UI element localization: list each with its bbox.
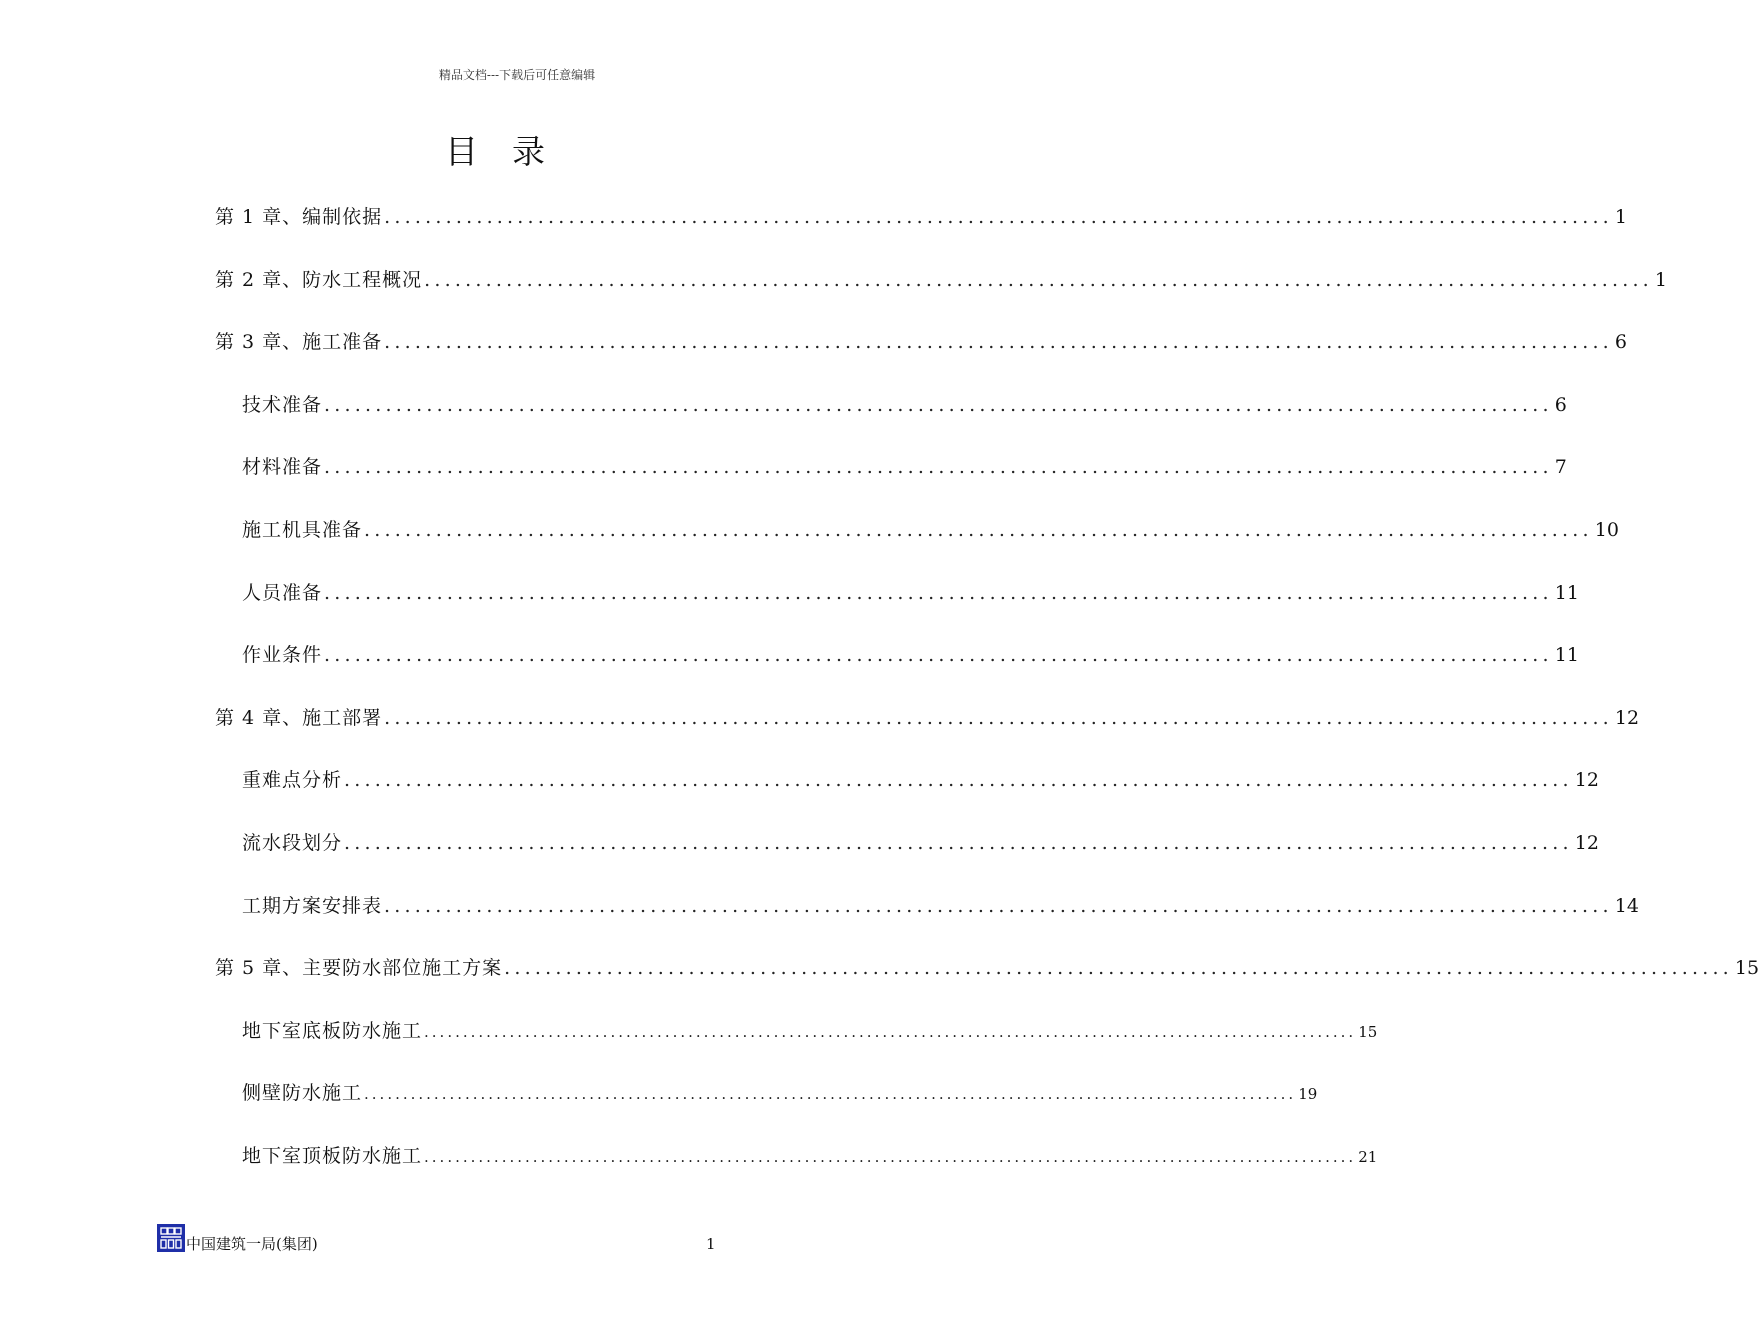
footer-page-number: 1 (706, 1235, 716, 1253)
toc-entry-label: 材料准备 (242, 456, 323, 478)
toc-entry[interactable] (242, 641, 1579, 669)
toc-entry-page: 6 (1554, 394, 1567, 416)
toc-entry-page: 15 (1734, 957, 1759, 979)
toc-entry-page: 15 (1358, 1023, 1378, 1041)
toc-entry[interactable] (215, 328, 1628, 356)
toc-entry-page: 12 (1574, 832, 1599, 854)
header-note: 精品文档---下载后可任意编辑 (438, 68, 596, 82)
toc-entry[interactable] (242, 766, 1599, 794)
toc-entry-page: 10 (1594, 519, 1619, 541)
toc-dot-leader: ........................................................................................................................ (364, 519, 1593, 541)
toc-entry-page: 6 (1614, 331, 1628, 353)
toc-entry-label: 侧壁防水施工 (242, 1082, 363, 1104)
toc-entry[interactable] (215, 704, 1640, 732)
toc-dot-leader: ........................................................................................................................ (344, 832, 1573, 854)
toc-entry-label: 重难点分析 (242, 769, 343, 791)
toc-entry[interactable] (242, 391, 1567, 419)
toc-entry-page: 12 (1614, 707, 1640, 729)
toc-dot-leader: ........................................................................................................................ (424, 269, 1653, 291)
toc-entry[interactable] (242, 1017, 1378, 1045)
toc-entry-label: 地下室底板防水施工 (242, 1020, 423, 1042)
footer-company-name: 中国建筑一局(集团) (186, 1235, 318, 1253)
toc-dot-leader: ........................................................................................................................ (384, 895, 1613, 917)
toc-entry-label: 工期方案安排表 (242, 895, 383, 917)
toc-dot-leader: ........................................................................................................................ (384, 206, 1613, 228)
toc-entry-label: 技术准备 (242, 394, 323, 416)
toc-dot-leader: ........................................................................................................................ (324, 456, 1553, 478)
toc-dot-leader: ........................................................................................................................ (344, 769, 1573, 791)
toc-entry-page: 1 (1614, 206, 1628, 228)
toc-entry-page: 11 (1554, 644, 1579, 666)
toc-entry[interactable] (242, 516, 1619, 544)
toc-entry-label: 施工机具准备 (242, 519, 363, 541)
toc-entry-page: 14 (1614, 895, 1639, 917)
toc-entry-label: 第 4 章、施工部署 (215, 707, 383, 729)
toc-dot-leader: ........................................................................................................................ (384, 331, 1613, 353)
toc-entry[interactable] (215, 203, 1628, 231)
toc-dot-leader: ........................................................................................................................ (424, 1148, 1357, 1166)
toc-entry-page: 12 (1574, 769, 1599, 791)
toc-entry-label: 人员准备 (242, 582, 323, 604)
toc-entry[interactable] (242, 829, 1599, 857)
toc-entry-page: 1 (1654, 269, 1668, 291)
toc-dot-leader: ........................................................................................................................ (424, 1023, 1357, 1041)
toc-entry[interactable] (242, 1142, 1378, 1170)
page-footer (157, 1224, 877, 1254)
company-logo-icon (157, 1224, 185, 1252)
toc-entry-label: 作业条件 (242, 644, 323, 666)
toc-entry-label: 第 5 章、主要防水部位施工方案 (215, 957, 503, 979)
toc-entry-label: 地下室顶板防水施工 (242, 1145, 423, 1167)
toc-entry-page: 7 (1554, 456, 1567, 478)
toc-dot-leader: ........................................................................................................................ (324, 394, 1553, 416)
toc-dot-leader: ........................................................................................................................ (364, 1085, 1297, 1103)
toc-dot-leader: ........................................................................................................................ (324, 582, 1553, 604)
toc-entry-label: 第 3 章、施工准备 (215, 331, 383, 353)
toc-entry[interactable] (215, 954, 1759, 982)
toc-dot-leader: ........................................................................................................................ (324, 644, 1553, 666)
toc-entry-label: 第 1 章、编制依据 (215, 206, 383, 228)
toc-entry-page: 19 (1298, 1085, 1318, 1103)
toc-entry[interactable] (242, 579, 1579, 607)
toc-entry[interactable] (242, 892, 1639, 920)
page-title: 目录 (445, 132, 579, 171)
toc-entry-page: 21 (1358, 1148, 1378, 1166)
toc-entry[interactable] (242, 1079, 1318, 1107)
toc-entry-page: 11 (1554, 582, 1579, 604)
toc-entry[interactable] (215, 266, 1668, 294)
toc-entry-label: 第 2 章、防水工程概况 (215, 269, 423, 291)
toc-dot-leader: ........................................................................................................................ (384, 707, 1613, 729)
toc-entry-label: 流水段划分 (242, 832, 343, 854)
toc-entry[interactable] (242, 453, 1567, 481)
toc-dot-leader: ........................................................................................................................ (504, 957, 1733, 979)
